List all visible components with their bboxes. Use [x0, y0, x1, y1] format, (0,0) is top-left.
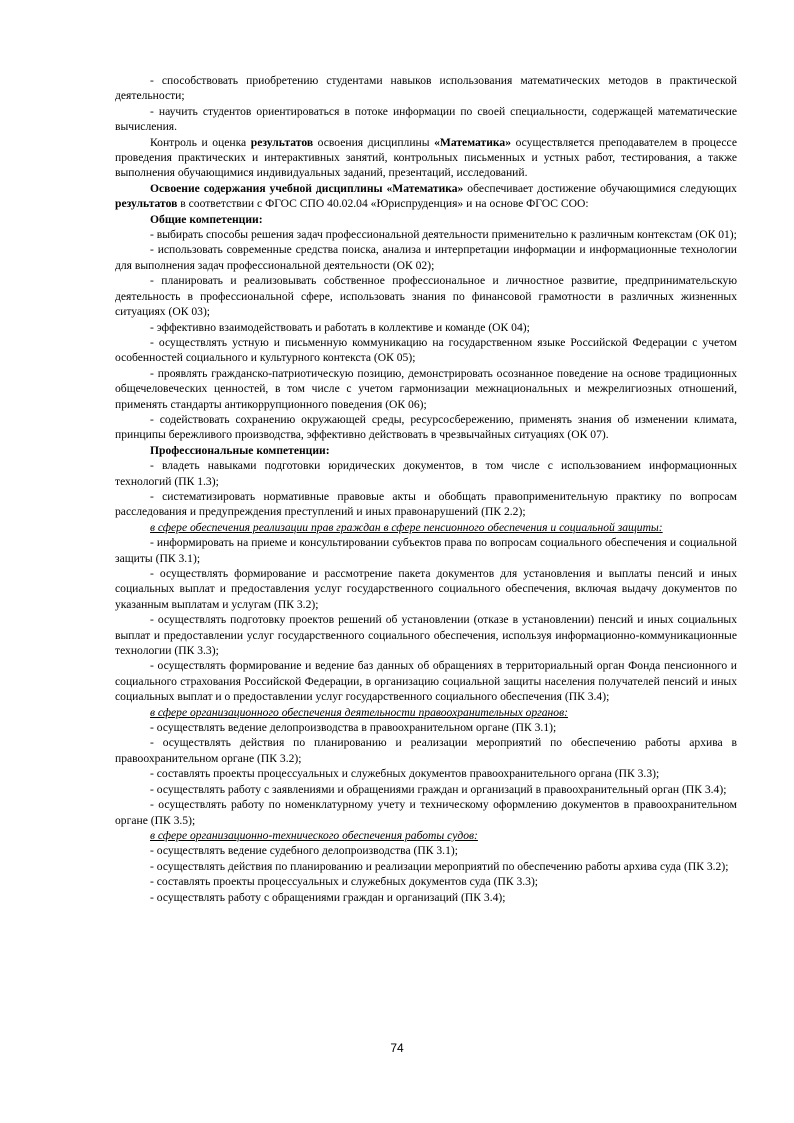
list-item: - осуществлять действия по планированию и реализации мероприятий по обеспечению работы архива суда (ПК 3.2);	[150, 859, 729, 873]
subsection-heading: в сфере организационного обеспечения деятельности правоохранительных органов:	[150, 705, 568, 719]
list-item: - составлять проекты процессуальных и служебных документов суда (ПК 3.3);	[150, 875, 539, 889]
list-item: - информировать на приеме и консультировании субъектов права по вопросам социального обеспечения и социальной защиты (ПК 3.1);	[115, 536, 737, 565]
list-item: - проявлять гражданско-патриотическую позицию, демонстрировать осознанное поведение на основе традиционных общечеловеческих ценностей, в том числе с учетом гармонизации межнациональных и межрелигиозных отношений, применять стандарты антикоррупционного поведения (ОК 06);	[115, 366, 737, 411]
list-item: - осуществлять действия по планированию и реализации мероприятий по обеспечению работы архива в правоохранительном органе (ПК 3.2);	[115, 736, 737, 765]
list-item: - систематизировать нормативные правовые акты и обобщать правоприменительную практику по вопросам расследования и предупреждения преступлений и иных правонарушений (ПК 2.2);	[115, 489, 737, 519]
list-item: - содействовать сохранению окружающей среды, ресурсосбережению, применять знания об изменении климата, принципы бережливого производства, эффективно действовать в чрезвычайных ситуациях (ОК 07).	[115, 412, 737, 442]
list-item: - осуществлять ведение делопроизводства в правоохранительном органе (ПК 3.1);	[150, 721, 557, 735]
list-item: - осуществлять формирование и рассмотрение пакета документов для установления и выплаты пенсий и иных социальных выплат и предоставления услуг государственного социального обеспечения, включая выдачу документов по указанным выплатам и услугам (ПК 3.2);	[115, 567, 737, 611]
list-item: - владеть навыками подготовки юридических документов, в том числе с использованием информационных технологий (ПК 1.3);	[115, 459, 737, 488]
section-heading: Общие компетенции:	[150, 212, 263, 226]
list-item: - осуществлять работу с заявлениями и обращениями граждан и организаций в правоохранительный орган (ПК 3.4);	[150, 782, 727, 796]
list-item: - выбирать способы решения задач профессиональной деятельности применительно к различным контекстам (ОК 01);	[150, 228, 737, 242]
page-number: 74	[390, 1041, 404, 1055]
paragraph: Контроль и оценка результатов освоения дисциплины «Математика» осуществляется преподавателем в процессе проведения практических и интерактивных занятий, контрольных письменных и устных работ, тестирования, а также выполнения обучающимися индивидуальных заданий, презентаций, исследований.	[115, 135, 737, 180]
list-item: - планировать и реализовывать собственное профессиональное и личностное развитие, предпринимательскую деятельность в профессиональной сфере, использовать знания по финансовой грамотности в различных жизненных ситуациях (ОК 03);	[115, 274, 737, 319]
paragraph: Освоение содержания учебной дисциплины «Математика» обеспечивает достижение обучающимися следующих результатов в соответствии с ФГОС СПО 40.02.04 «Юриспруденция» и на основе ФГОС СОО:	[115, 181, 737, 211]
list-item: - эффективно взаимодействовать и работать в коллективе и команде (ОК 04);	[150, 320, 530, 334]
list-item: - составлять проекты процессуальных и служебных документов правоохранительного органа (ПК 3.3);	[150, 767, 660, 781]
list-item: - осуществлять ведение судебного делопроизводства (ПК 3.1);	[150, 844, 458, 858]
subsection-heading: в сфере обеспечения реализации прав граждан в сфере пенсионного обеспечения и социальной защиты:	[150, 520, 663, 534]
list-item: - осуществлять подготовку проектов решений об установлении (отказе в установлении) пенсий и иных социальных выплат и предоставлении услуг государственного социального обеспечения, используя информационно-коммуникационные технологии (ПК 3.3);	[115, 613, 737, 658]
document-body	[115, 73, 737, 905]
list-item: - способствовать приобретению студентами навыков использования математических методов в практической деятельности;	[115, 74, 737, 103]
list-item: - осуществлять работу по номенклатурному учету и техническому оформлению документов в правоохранительном органе (ПК 3.5);	[115, 798, 737, 827]
list-item: - осуществлять устную и письменную коммуникацию на государственном языке Российской Федерации с учетом особенностей социального и культурного контекста (ОК 05);	[115, 335, 737, 365]
list-item: - научить студентов ориентироваться в потоке информации по своей специальности, содержащей математические вычисления.	[115, 104, 737, 134]
subsection-heading: в сфере организационно-технического обеспечения работы судов:	[150, 828, 478, 842]
list-item: - использовать современные средства поиска, анализа и интерпретации информации и информационные технологии для выполнения задач профессиональной деятельности (ОК 02);	[115, 243, 737, 272]
list-item: - осуществлять формирование и ведение баз данных об обращениях в территориальный орган Фонда пенсионного и социального страхования Российской Федерации, в организацию социальной защиты населения получателей пенсий и иных социальных выплат и о предоставлении услуг государственного социального обеспечения (ПК 3.4);	[115, 659, 737, 704]
section-heading: Профессиональные компетенции:	[150, 443, 330, 457]
list-item: - осуществлять работу с обращениями граждан и организаций (ПК 3.4);	[150, 890, 506, 904]
